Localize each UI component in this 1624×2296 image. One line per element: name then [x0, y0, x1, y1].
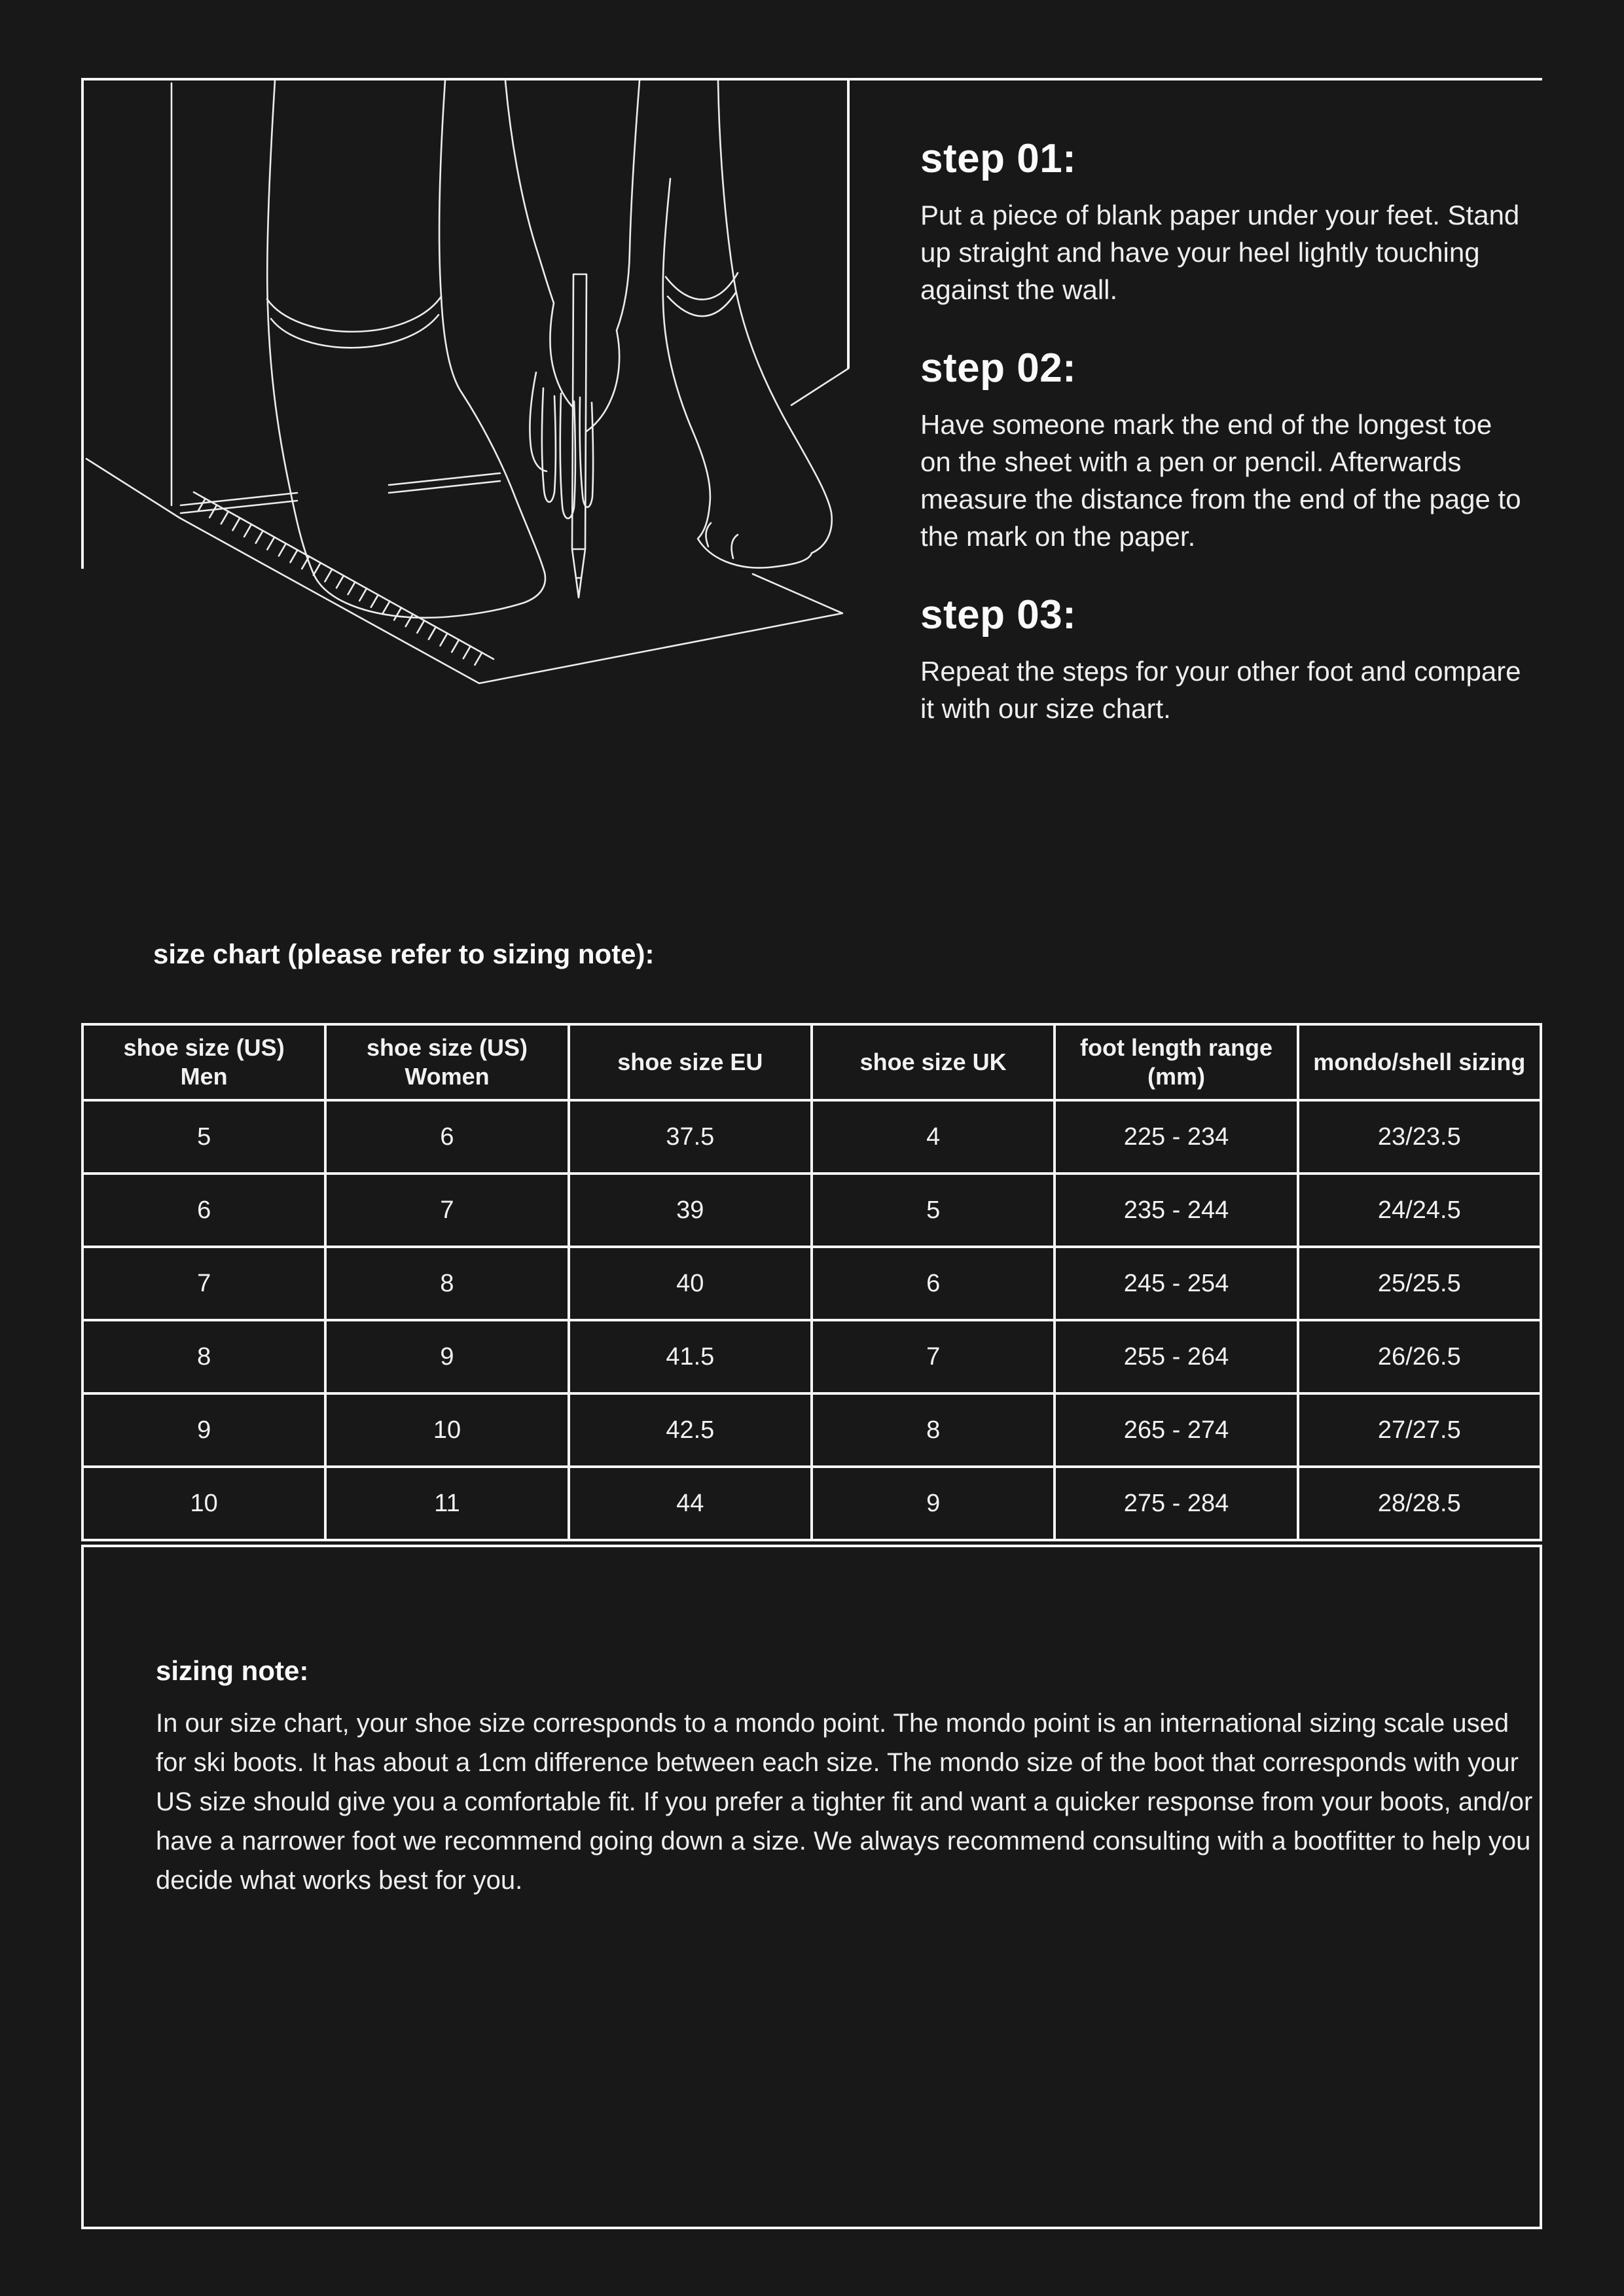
table-cell: 41.5 — [569, 1320, 812, 1393]
table-cell: 4 — [812, 1100, 1055, 1174]
table-cell: 225 - 234 — [1055, 1100, 1297, 1174]
pencil — [572, 274, 586, 598]
size-chart-header — [82, 1024, 1541, 1100]
header-row — [82, 1024, 1541, 1100]
header-line: shoe size (US) — [123, 1034, 285, 1062]
header-line: foot length range — [1079, 1034, 1272, 1062]
table-row — [82, 1467, 1541, 1540]
table-cell: 245 - 254 — [1055, 1247, 1297, 1320]
table-cell: 11 — [325, 1467, 568, 1540]
back-sock-cuff-fold — [668, 293, 736, 316]
step-body-line: measure the distance from the end of the page to — [920, 484, 1521, 514]
table-cell: 28/28.5 — [1298, 1467, 1541, 1540]
table-row — [82, 1174, 1541, 1247]
back-leg-right-outline — [718, 81, 832, 553]
measurement-section — [81, 78, 1542, 732]
back-leg-left-outline — [663, 179, 812, 568]
size-chart-table — [81, 1023, 1542, 1541]
back-sock-cuff — [666, 273, 738, 300]
front-sock-cuff — [267, 296, 441, 332]
front-leg-right-outline — [439, 81, 545, 573]
front-leg-left-outline — [267, 81, 545, 618]
table-cell: 8 — [812, 1393, 1055, 1467]
step-03-title: step 03: — [920, 592, 1077, 637]
header-line: mondo/shell sizing — [1313, 1049, 1526, 1076]
table-cell: 23/23.5 — [1298, 1100, 1541, 1174]
foot-measurement-illustration — [81, 81, 998, 725]
table-cell: 8 — [325, 1247, 568, 1320]
thumb — [530, 372, 547, 471]
note-body-line: for ski boots. It has about a 1cm difference between each size. The mondo size of the boot that corresponds with your — [156, 1748, 1519, 1777]
step-01-block — [920, 135, 1542, 308]
table-cell: 37.5 — [569, 1100, 812, 1174]
floor-junction-right — [791, 368, 848, 405]
column-header-foot-length — [1055, 1024, 1297, 1100]
table-cell: 5 — [812, 1174, 1055, 1247]
header-line: Men — [180, 1063, 228, 1090]
step-body-line: Have someone mark the end of the longest toe — [920, 409, 1492, 440]
steps-instructions — [920, 81, 1542, 764]
table-cell: 275 - 284 — [1055, 1467, 1297, 1540]
paper-far-edge — [181, 473, 500, 505]
header-line: shoe size (US) — [366, 1034, 528, 1062]
step-body-line: up straight and have your heel lightly touching — [920, 237, 1480, 268]
header-line: Women — [405, 1063, 490, 1090]
step-01-body — [920, 196, 1542, 308]
finger-2 — [560, 393, 575, 518]
arm-right-outline — [586, 81, 640, 431]
step-body-line: against the wall. — [920, 274, 1118, 305]
sizing-note-body — [156, 1704, 1533, 1900]
table-cell: 7 — [325, 1174, 568, 1247]
column-header-us-men — [82, 1024, 325, 1100]
table-row — [82, 1100, 1541, 1174]
sizing-note-title: sizing note: — [156, 1655, 309, 1686]
note-body-line: have a narrower foot we recommend going down a size. We always recommend consulting with a bootfitter to help you — [156, 1827, 1531, 1856]
step-03-body — [920, 653, 1542, 727]
table-cell: 5 — [82, 1100, 325, 1174]
step-body-line: Repeat the steps for your other foot and compare — [920, 656, 1521, 687]
size-chart-caption: size chart (please refer to sizing note): — [153, 939, 655, 969]
frame-left-border — [81, 81, 84, 569]
step-02-title: step 02: — [920, 346, 1077, 391]
ruler-ticks — [198, 499, 482, 665]
frame-divider-line — [847, 81, 850, 368]
table-cell: 26/26.5 — [1298, 1320, 1541, 1393]
step-body-line: on the sheet with a pen or pencil. Afterwards — [920, 446, 1462, 477]
header-line: shoe size UK — [859, 1049, 1007, 1076]
table-cell: 27/27.5 — [1298, 1393, 1541, 1467]
table-cell: 9 — [325, 1320, 568, 1393]
table-cell: 9 — [812, 1467, 1055, 1540]
table-cell: 235 - 244 — [1055, 1174, 1297, 1247]
finger-1 — [542, 388, 556, 502]
wall-floor-junction — [86, 459, 179, 518]
table-cell: 8 — [82, 1320, 325, 1393]
note-body-line: US size should give you a comfortable fit. If you prefer a tighter fit and want a quicker response from your boots, and/or — [156, 1787, 1533, 1816]
table-cell: 9 — [82, 1393, 325, 1467]
table-cell: 10 — [325, 1393, 568, 1467]
table-cell: 25/25.5 — [1298, 1247, 1541, 1320]
column-header-uk — [812, 1024, 1055, 1100]
table-cell: 6 — [82, 1174, 325, 1247]
finger-3 — [580, 397, 593, 507]
step-body-line: it with our size chart. — [920, 693, 1171, 724]
table-cell: 24/24.5 — [1298, 1174, 1541, 1247]
step-body-line: Put a piece of blank paper under your feet. Stand — [920, 200, 1520, 230]
table-row — [82, 1247, 1541, 1320]
step-01-title: step 01: — [920, 136, 1077, 181]
ruler-inner-edge — [194, 492, 494, 659]
table-cell: 6 — [325, 1100, 568, 1174]
table-cell: 42.5 — [569, 1393, 812, 1467]
sizing-note-box — [81, 1545, 1542, 2229]
note-body-line: In our size chart, your shoe size corresponds to a mondo point. The mondo point is an international sizing scale used — [156, 1709, 1509, 1738]
table-cell: 39 — [569, 1174, 812, 1247]
table-cell: 255 - 264 — [1055, 1320, 1297, 1393]
table-row — [82, 1393, 1541, 1467]
table-cell: 265 - 274 — [1055, 1393, 1297, 1467]
step-body-line: the mark on the paper. — [920, 521, 1196, 552]
header-line: (mm) — [1147, 1063, 1205, 1090]
table-cell: 10 — [82, 1467, 325, 1540]
table-cell: 6 — [812, 1247, 1055, 1320]
front-sock-cuff-fold — [271, 315, 439, 348]
back-foot-toe-lines — [706, 523, 738, 558]
column-header-mondo — [1298, 1024, 1541, 1100]
note-body-line: decide what works best for you. — [156, 1866, 523, 1895]
column-header-us-women — [325, 1024, 568, 1100]
header-line: shoe size EU — [617, 1049, 763, 1076]
step-02-body — [920, 406, 1542, 555]
table-cell: 7 — [82, 1247, 325, 1320]
table-cell: 40 — [569, 1247, 812, 1320]
step-03-block — [920, 592, 1542, 727]
paper-outline — [179, 518, 842, 683]
table-cell: 7 — [812, 1320, 1055, 1393]
table-cell: 44 — [569, 1467, 812, 1540]
arm-left-outline — [505, 81, 572, 406]
paper-far-edge-2 — [181, 481, 500, 513]
step-02-block — [920, 345, 1542, 555]
size-chart-body — [82, 1100, 1541, 1540]
column-header-eu — [569, 1024, 812, 1100]
table-row — [82, 1320, 1541, 1393]
